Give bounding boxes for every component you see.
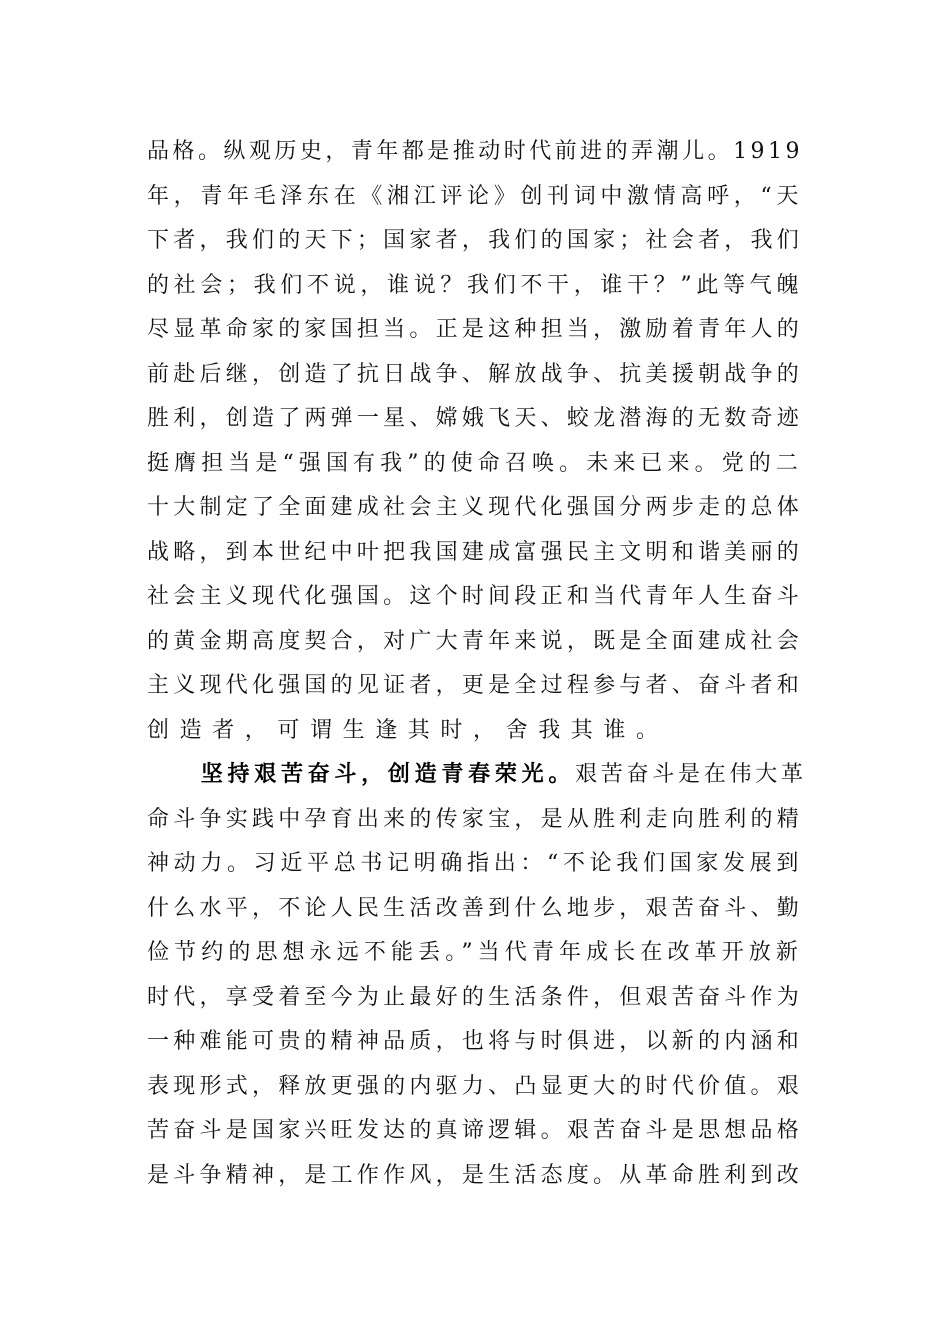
text-line: 主义现代化强国的见证者，更是全过程参与者、奋斗者和 (147, 673, 803, 698)
paragraph-2 (147, 753, 803, 1198)
text-line: 年，青年毛泽东在《湘江评论》创刊词中激情高呼，“天 (147, 183, 803, 209)
text-line: 是斗争精神，是工作作风，是生活态度。从革命胜利到改 (147, 1162, 803, 1188)
document-body (147, 130, 803, 1198)
paragraph-1 (147, 130, 803, 753)
text-line: 下者，我们的天下；国家者，我们的国家；社会者，我们 (147, 228, 803, 253)
text-line: 表现形式，释放更强的内驱力、凸显更大的时代价值。艰 (147, 1073, 803, 1099)
text-line-with-heading (147, 753, 803, 798)
text-line: 前赴后继，创造了抗日战争、解放战争、抗美援朝战争的 (147, 361, 803, 387)
text-line: 挺膺担当是“强国有我”的使命召唤。未来已来。党的二 (147, 450, 803, 476)
text-line: 品格。纵观历史，青年都是推动时代前进的弄潮儿。1919 (147, 139, 803, 164)
text-line: 胜利，创造了两弹一星、嫦娥飞天、蛟龙潜海的无数奇迹 (147, 406, 803, 431)
text-line: 命斗争实践中孕育出来的传家宝，是从胜利走向胜利的精 (147, 806, 803, 832)
text-line: 一种难能可贵的精神品质，也将与时俱进，以新的内涵和 (147, 1029, 803, 1054)
text-line: 创造者，可谓生逢其时，舍我其谁。 (147, 717, 669, 743)
text-run: 艰苦奋斗是在伟大革 (575, 762, 803, 787)
text-line: 社会主义现代化强国。这个时间段正和当代青年人生奋斗 (147, 584, 803, 609)
text-line: 苦奋斗是国家兴旺发达的真谛逻辑。艰苦奋斗是思想品格 (147, 1118, 803, 1143)
text-line: 神动力。习近平总书记明确指出：“不论我们国家发展到 (147, 851, 803, 876)
text-line: 战略，到本世纪中叶把我国建成富强民主文明和谐美丽的 (147, 539, 803, 565)
text-line: 俭节约的思想永远不能丢。”当代青年成长在改革开放新 (147, 940, 803, 965)
text-line: 什么水平，不论人民生活改善到什么地步，艰苦奋斗、勤 (147, 895, 803, 921)
text-line: 的社会；我们不说，谁说？我们不干，谁干？”此等气魄 (147, 272, 803, 298)
text-line: 时代，享受着至今为止最好的生活条件，但艰苦奋斗作为 (147, 984, 803, 1010)
text-line: 十大制定了全面建成社会主义现代化强国分两步走的总体 (147, 495, 803, 520)
text-line: 尽显革命家的家国担当。正是这种担当，激励着青年人的 (147, 317, 803, 342)
text-line: 的黄金期高度契合，对广大青年来说，既是全面建成社会 (147, 628, 803, 654)
section-heading: 坚持艰苦奋斗，创造青春荣光。 (197, 762, 576, 787)
